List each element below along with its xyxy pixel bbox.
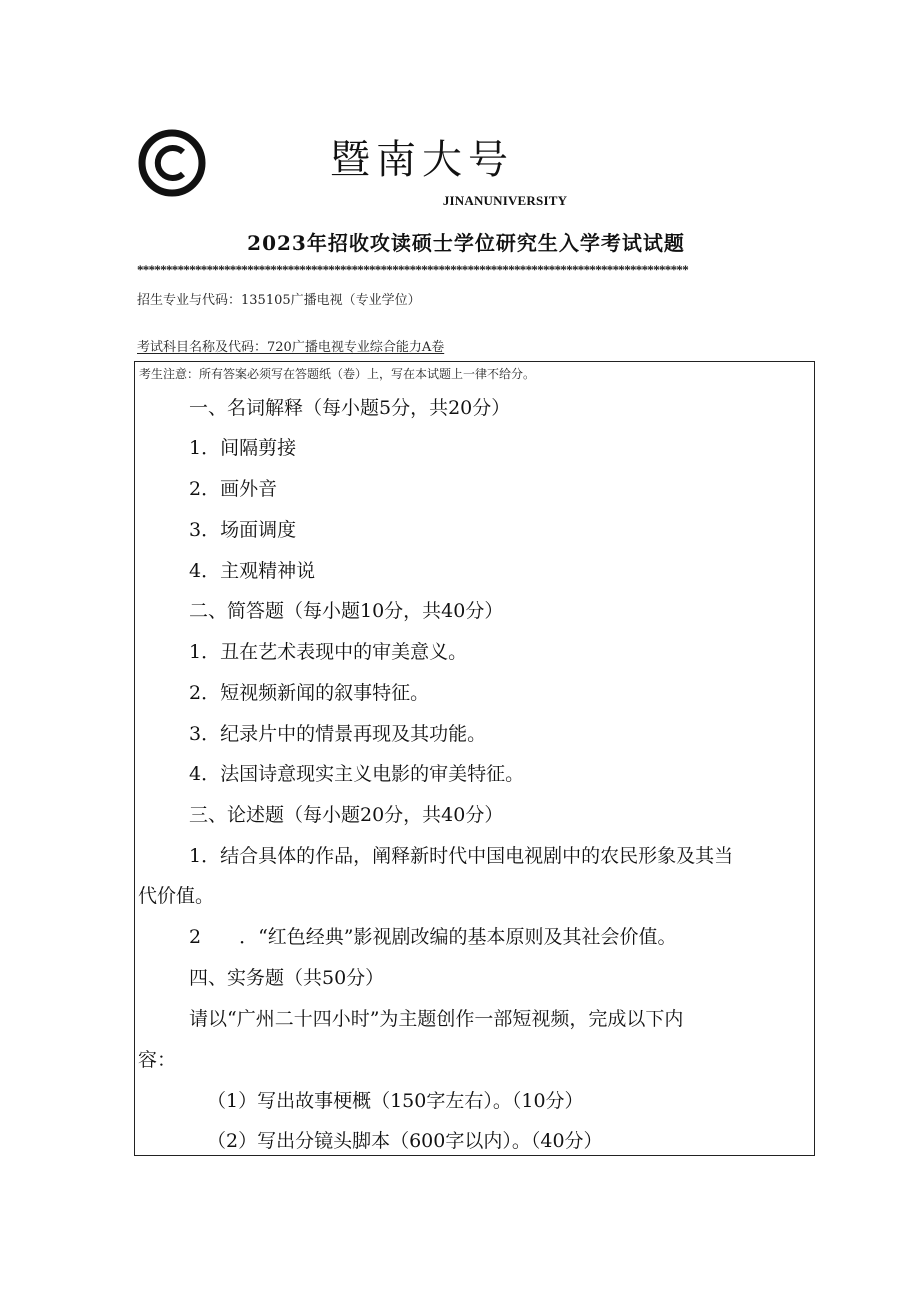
major-code-line: 招生专业与代码：135105广播电视（专业学位） xyxy=(137,293,421,308)
copyright-logo-icon xyxy=(137,128,207,198)
question-item: 3．场面调度 xyxy=(189,519,297,541)
question-item: 3．纪录片中的情景再现及其功能。 xyxy=(189,723,487,745)
question-item-continued: 容： xyxy=(138,1049,177,1071)
question-item-continued: 代价值。 xyxy=(138,885,215,907)
section-heading-4: 四、实务题（共50分） xyxy=(189,967,385,989)
question-subitem: （1）写出故事梗概（150字左右）。（10分） xyxy=(207,1090,584,1112)
exam-notice: 考生注意：所有答案必须写在答题纸（卷）上，写在本试题上一律不给分。 xyxy=(139,367,536,381)
university-name-en: JINANUNIVERSITY xyxy=(442,193,568,208)
question-subitem: （2）写出分镜头脚本（600字以内）。（40分） xyxy=(207,1130,603,1152)
star-divider: *********************************************************************************************** xyxy=(137,262,689,277)
question-item: 2．短视频新闻的叙事特征。 xyxy=(189,682,430,704)
question-item: 4．法国诗意现实主义电影的审美特征。 xyxy=(189,763,525,785)
section-heading-1: 一、名词解释（每小题5分，共20分） xyxy=(189,397,511,419)
exam-title: 2023年招收攻读硕士学位研究生入学考试试题 xyxy=(247,231,685,255)
question-item: 2 ．“红色经典”影视剧改编的基本原则及其社会价值。 xyxy=(189,926,677,948)
question-item: 2．画外音 xyxy=(189,478,278,500)
question-item: 1．间隔剪接 xyxy=(189,437,297,459)
section-heading-2: 二、简答题（每小题10分，共40分） xyxy=(189,600,504,622)
question-item: 1．丑在艺术表现中的审美意义。 xyxy=(189,641,468,663)
question-item: 请以“广州二十四小时”为主题创作一部短视频，完成以下内 xyxy=(189,1008,684,1030)
question-item: 4．主观精神说 xyxy=(189,560,316,582)
subject-code-line: 考试科目名称及代码：720广播电视专业综合能力A卷 xyxy=(137,340,445,355)
university-name-cn: 暨南大号 xyxy=(330,137,514,183)
section-heading-3: 三、论述题（每小题20分，共40分） xyxy=(189,804,504,826)
question-item: 1．结合具体的作品，阐释新时代中国电视剧中的农民形象及其当 xyxy=(189,845,734,867)
exam-question-box xyxy=(134,361,815,1156)
